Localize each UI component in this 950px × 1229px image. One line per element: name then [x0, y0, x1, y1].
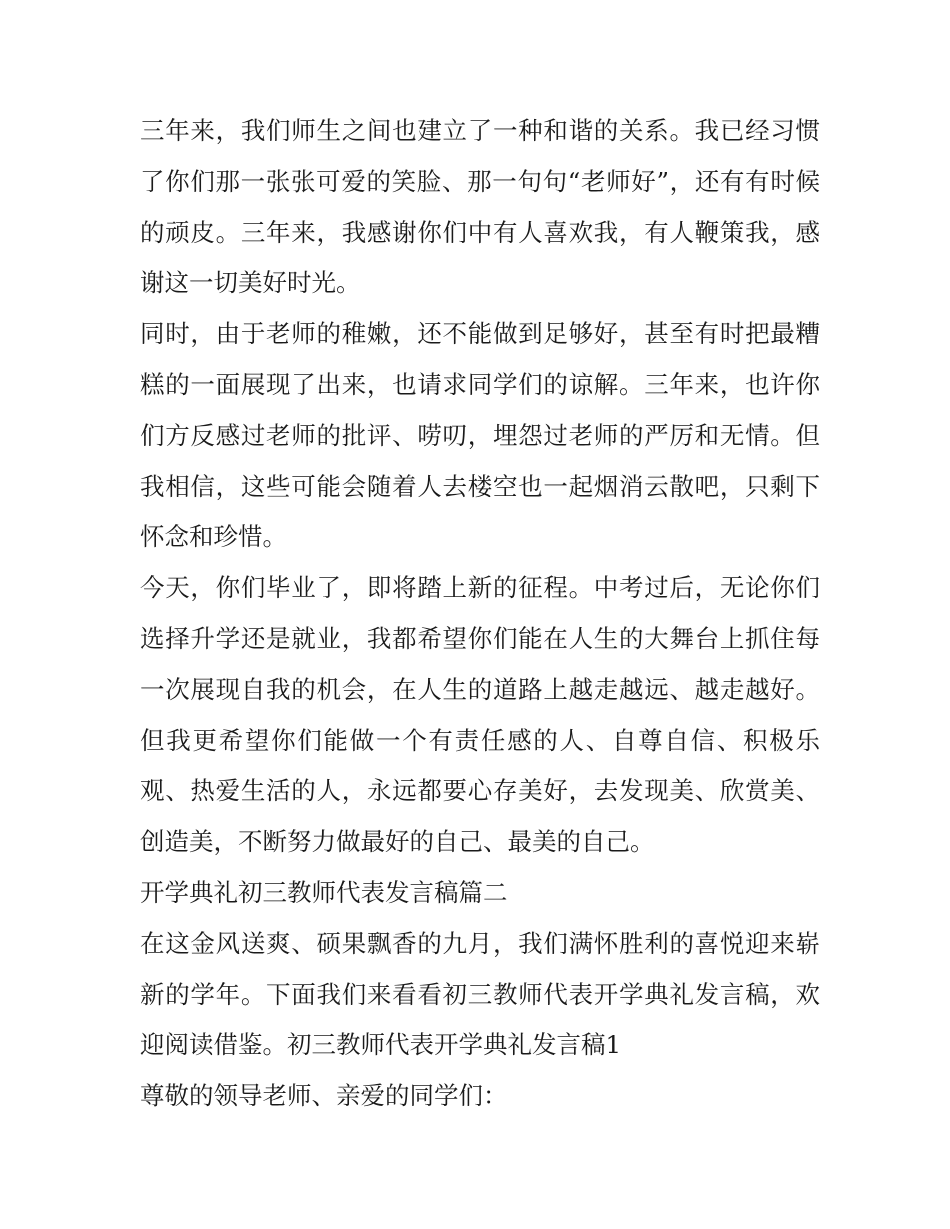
section-heading: 开学典礼初三教师代表发言稿篇二: [140, 877, 508, 907]
paragraph-1: 三年来，我们师生之间也建立了一种和谐的关系。我已经习惯了你们那一张张可爱的笑脸、那一句句“老师好”，还有有时候的顽皮。三年来，我感谢你们中有人喜欢我，有人鞭策我，感谢这一切美好时光。: [140, 116, 820, 298]
salutation: 尊敬的领导老师、亲爱的同学们：: [140, 1081, 508, 1111]
paragraph-3: 今天，你们毕业了，即将踏上新的征程。中考过后，无论你们选择升学还是就业，我都希望你们能在人生的大舞台上抓住每一次展现自我的机会，在人生的道路上越走越远、越走越好。但我更希望你们能做一个有责任感的人、自尊自信、积极乐观、热爱生活的人，永远都要心存美好，去发现美、欣赏美、创造美，不断努力做最好的自己、最美的自己。: [140, 573, 820, 857]
document-page: [140, 106, 820, 1122]
paragraph-2: 同时，由于老师的稚嫩，还不能做到足够好，甚至有时把最糟糕的一面展现了出来，也请求同学们的谅解。三年来，也许你们方反感过老师的批评、唠叨，埋怨过老师的严厉和无情。但我相信，这些可能会随着人去楼空也一起烟消云散吧，只剩下怀念和珍惜。: [140, 319, 820, 552]
paragraph-4: 在这金风送爽、硕果飘香的九月，我们满怀胜利的喜悦迎来崭新的学年。下面我们来看看初三教师代表开学典礼发言稿，欢迎阅读借鉴。初三教师代表开学典礼发言稿1: [140, 928, 820, 1060]
